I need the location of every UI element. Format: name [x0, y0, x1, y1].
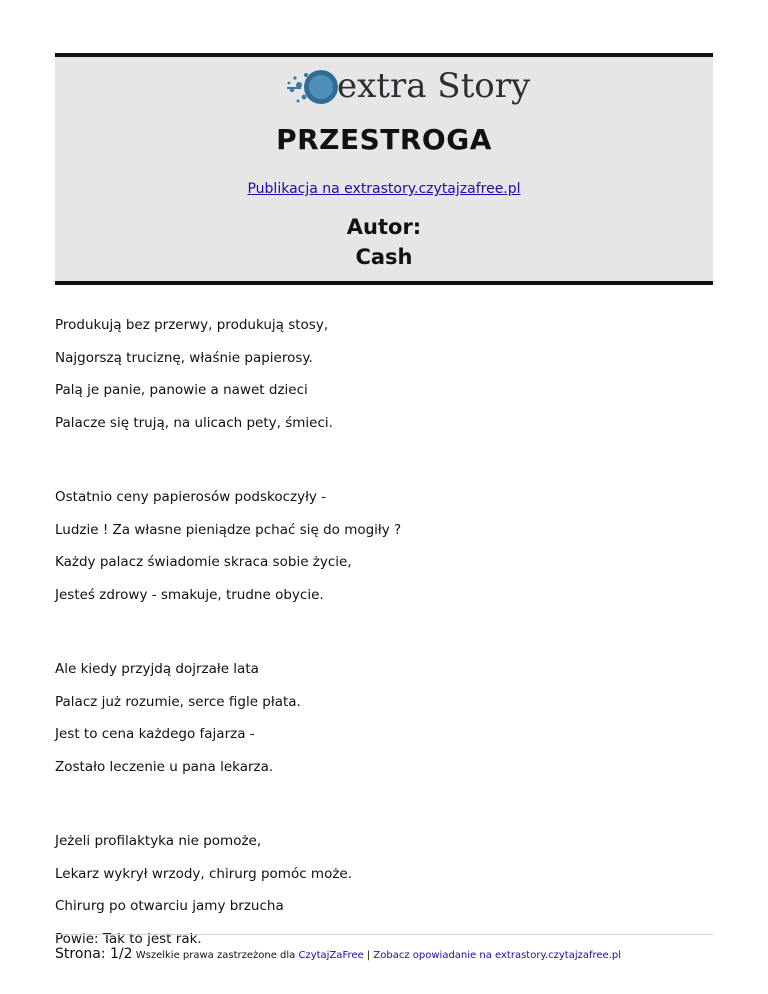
- poem-line: Palacz już rozumie, serce figle płata.: [55, 693, 301, 710]
- extra-story-logo: [285, 63, 531, 111]
- poem-line: Palacze się trują, na ulicach pety, śmieci.: [55, 414, 333, 431]
- poem-line: Ale kiedy przyjdą dojrzałe lata: [55, 661, 259, 677]
- publication-link[interactable]: Publikacja na extrastory.czytajzafree.pl: [247, 181, 521, 197]
- author-label: Autor:: [346, 215, 422, 239]
- poem-line: Jest to cena każdego fajarza -: [55, 726, 255, 742]
- poem-line: Ludzie ! Za własne pieniądze pchać się do mogiły ?: [55, 521, 402, 538]
- page-number: Strona: 1/2: [55, 946, 133, 962]
- poem-line: Ostatnio ceny papierosów podskoczyły -: [55, 489, 327, 505]
- poem-line: Palą je panie, panowie a nawet dzieci: [55, 382, 308, 398]
- poem-line: Jeżeli profilaktyka nie pomoże,: [55, 833, 262, 849]
- document-header: [55, 53, 713, 285]
- page-footer: [55, 946, 755, 962]
- stanza: [55, 488, 715, 618]
- footer-divider: [55, 934, 713, 935]
- stanza: [55, 660, 715, 790]
- author-name: Cash: [355, 245, 413, 269]
- footer-separator: |: [366, 950, 371, 961]
- poem-line: Chirurg po otwarciu jamy brzucha: [55, 898, 284, 914]
- document-title: PRZESTROGA: [276, 123, 492, 156]
- poem-line: Zostało leczenie u pana lekarza.: [55, 758, 274, 775]
- czytajzafree-link[interactable]: CzytajZaFree: [298, 950, 364, 961]
- stanza: [55, 832, 715, 962]
- poem-line: Najgorszą truciznę, właśnie papierosy.: [55, 349, 313, 366]
- stanza: [55, 316, 715, 446]
- poem-body: [55, 316, 715, 962]
- poem-line: Produkują bez przerwy, produkują stosy,: [55, 317, 329, 333]
- splash-globe-icon: [285, 63, 341, 111]
- logo-text: extra Story: [337, 66, 531, 106]
- poem-line: Lekarz wykrył wrzody, chirurg pomóc może.: [55, 865, 353, 882]
- poem-line: Powie: Tak to jest rak.: [55, 930, 202, 947]
- rights-text: Wszelkie prawa zastrzeżone dla: [135, 950, 296, 961]
- poem-line: Każdy palacz świadomie skraca sobie życie,: [55, 554, 352, 570]
- see-story-link[interactable]: Zobacz opowiadanie na extrastory.czytajzafree.pl: [373, 950, 622, 961]
- poem-line: Jesteś zdrowy - smakuje, trudne obycie.: [55, 586, 324, 603]
